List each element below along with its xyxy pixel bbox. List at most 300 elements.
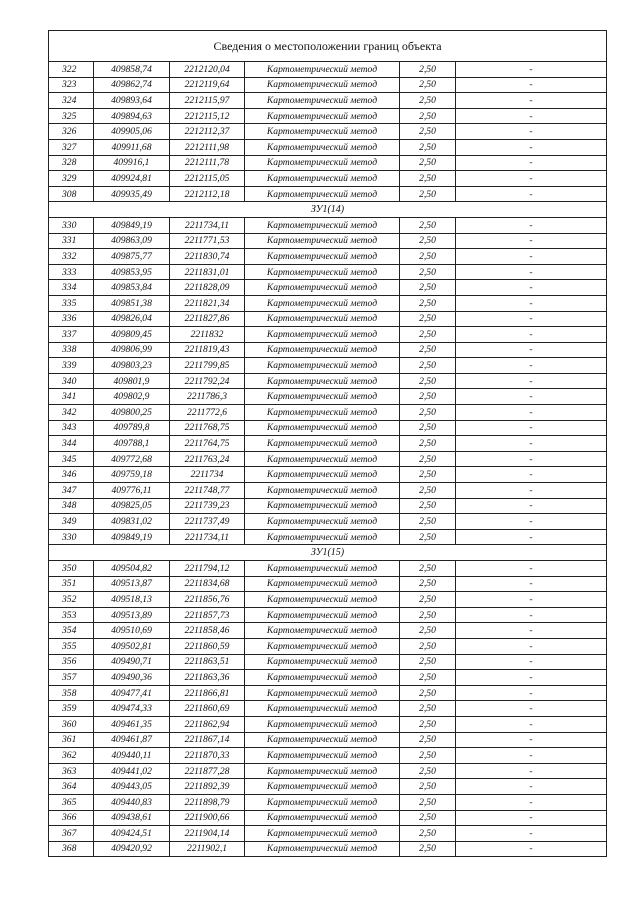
point-number-cell: 352 (49, 592, 94, 608)
table-row (49, 701, 607, 717)
y-coordinate-cell: 2211856,76 (170, 592, 245, 608)
point-number-cell: 341 (49, 389, 94, 405)
y-coordinate-cell: 2212115,12 (170, 108, 245, 124)
accuracy-cell: 2,50 (400, 451, 456, 467)
description-cell: - (456, 623, 607, 639)
y-coordinate-cell: 2211794,12 (170, 561, 245, 577)
method-cell: Картометрический метод (245, 498, 400, 514)
x-coordinate-cell: 409851,38 (94, 295, 170, 311)
x-coordinate-cell: 409849,19 (94, 529, 170, 545)
x-coordinate-cell: 409424,51 (94, 826, 170, 842)
accuracy-cell: 2,50 (400, 654, 456, 670)
y-coordinate-cell: 2211867,14 (170, 732, 245, 748)
point-number-cell: 342 (49, 405, 94, 421)
y-coordinate-cell: 2211737,49 (170, 514, 245, 530)
method-cell: Картометрический метод (245, 794, 400, 810)
x-coordinate-cell: 409802,9 (94, 389, 170, 405)
description-cell: - (456, 467, 607, 483)
accuracy-cell: 2,50 (400, 748, 456, 764)
point-number-cell: 354 (49, 623, 94, 639)
accuracy-cell: 2,50 (400, 389, 456, 405)
method-cell: Картометрический метод (245, 451, 400, 467)
point-number-cell: 344 (49, 436, 94, 452)
description-cell: - (456, 810, 607, 826)
method-cell: Картометрический метод (245, 810, 400, 826)
description-cell: - (456, 794, 607, 810)
description-cell: - (456, 779, 607, 795)
description-cell: - (456, 295, 607, 311)
point-number-cell: 365 (49, 794, 94, 810)
method-cell: Картометрический метод (245, 77, 400, 93)
method-cell: Картометрический метод (245, 841, 400, 857)
y-coordinate-cell: 2211870,33 (170, 748, 245, 764)
method-cell: Картометрический метод (245, 62, 400, 78)
accuracy-cell: 2,50 (400, 373, 456, 389)
y-coordinate-cell: 2212115,05 (170, 171, 245, 187)
table-row (49, 77, 607, 93)
method-cell: Картометрический метод (245, 623, 400, 639)
x-coordinate-cell: 409420,92 (94, 841, 170, 857)
point-number-cell: 363 (49, 763, 94, 779)
accuracy-cell: 2,50 (400, 467, 456, 483)
accuracy-cell: 2,50 (400, 561, 456, 577)
accuracy-cell: 2,50 (400, 685, 456, 701)
accuracy-cell: 2,50 (400, 592, 456, 608)
y-coordinate-cell: 2211748,77 (170, 483, 245, 499)
accuracy-cell: 2,50 (400, 93, 456, 109)
point-number-cell: 328 (49, 155, 94, 171)
description-cell: - (456, 93, 607, 109)
method-cell: Картометрический метод (245, 295, 400, 311)
y-coordinate-cell: 2211819,43 (170, 342, 245, 358)
y-coordinate-cell: 2211860,69 (170, 701, 245, 717)
description-cell: - (456, 498, 607, 514)
method-cell: Картометрический метод (245, 124, 400, 140)
point-number-cell: 355 (49, 638, 94, 654)
x-coordinate-cell: 409504,82 (94, 561, 170, 577)
method-cell: Картометрический метод (245, 529, 400, 545)
method-cell: Картометрический метод (245, 654, 400, 670)
description-cell: - (456, 841, 607, 857)
description-cell: - (456, 514, 607, 530)
table-row (49, 295, 607, 311)
table-row (49, 763, 607, 779)
table-row (49, 467, 607, 483)
method-cell: Картометрический метод (245, 576, 400, 592)
y-coordinate-cell: 2211863,51 (170, 654, 245, 670)
y-coordinate-cell: 2211830,74 (170, 249, 245, 265)
accuracy-cell: 2,50 (400, 514, 456, 530)
description-cell: - (456, 748, 607, 764)
method-cell: Картометрический метод (245, 685, 400, 701)
accuracy-cell: 2,50 (400, 483, 456, 499)
method-cell: Картометрический метод (245, 670, 400, 686)
table-row (49, 451, 607, 467)
method-cell: Картометрический метод (245, 108, 400, 124)
method-cell: Картометрический метод (245, 217, 400, 233)
accuracy-cell: 2,50 (400, 358, 456, 374)
description-cell: - (456, 685, 607, 701)
x-coordinate-cell: 409776,11 (94, 483, 170, 499)
accuracy-cell: 2,50 (400, 311, 456, 327)
point-number-cell: 340 (49, 373, 94, 389)
point-number-cell: 359 (49, 701, 94, 717)
method-cell: Картометрический метод (245, 748, 400, 764)
table-row (49, 716, 607, 732)
y-coordinate-cell: 2211831,01 (170, 264, 245, 280)
accuracy-cell: 2,50 (400, 155, 456, 171)
point-number-cell: 335 (49, 295, 94, 311)
description-cell: - (456, 249, 607, 265)
point-number-cell: 347 (49, 483, 94, 499)
x-coordinate-cell: 409875,77 (94, 249, 170, 265)
point-number-cell: 331 (49, 233, 94, 249)
point-number-cell: 326 (49, 124, 94, 140)
method-cell: Картометрический метод (245, 264, 400, 280)
method-cell: Картометрический метод (245, 779, 400, 795)
section-header-row (49, 545, 607, 561)
table-row (49, 794, 607, 810)
point-number-cell: 337 (49, 327, 94, 343)
point-number-cell: 323 (49, 77, 94, 93)
method-cell: Картометрический метод (245, 342, 400, 358)
x-coordinate-cell: 409461,87 (94, 732, 170, 748)
table-title: Сведения о местоположении границ объекта (49, 31, 607, 62)
method-cell: Картометрический метод (245, 483, 400, 499)
y-coordinate-cell: 2211772,6 (170, 405, 245, 421)
method-cell: Картометрический метод (245, 327, 400, 343)
table-row (49, 826, 607, 842)
y-coordinate-cell: 2211834,68 (170, 576, 245, 592)
x-coordinate-cell: 409826,04 (94, 311, 170, 327)
x-coordinate-cell: 409513,87 (94, 576, 170, 592)
y-coordinate-cell: 2211786,3 (170, 389, 245, 405)
accuracy-cell: 2,50 (400, 327, 456, 343)
y-coordinate-cell: 2211764,75 (170, 436, 245, 452)
point-number-cell: 330 (49, 529, 94, 545)
table-row (49, 779, 607, 795)
description-cell: - (456, 561, 607, 577)
point-number-cell: 364 (49, 779, 94, 795)
y-coordinate-cell: 2211904,14 (170, 826, 245, 842)
accuracy-cell: 2,50 (400, 139, 456, 155)
description-cell: - (456, 701, 607, 717)
description-cell: - (456, 763, 607, 779)
y-coordinate-cell: 2211892,39 (170, 779, 245, 795)
table-row (49, 436, 607, 452)
accuracy-cell: 2,50 (400, 810, 456, 826)
table-row (49, 186, 607, 202)
section-header-row (49, 202, 607, 218)
x-coordinate-cell: 409477,41 (94, 685, 170, 701)
table-row (49, 389, 607, 405)
table-row (49, 483, 607, 499)
description-cell: - (456, 280, 607, 296)
table-row (49, 810, 607, 826)
x-coordinate-cell: 409853,84 (94, 280, 170, 296)
point-number-cell: 350 (49, 561, 94, 577)
description-cell: - (456, 62, 607, 78)
x-coordinate-cell: 409916,1 (94, 155, 170, 171)
y-coordinate-cell: 2211828,09 (170, 280, 245, 296)
point-number-cell: 356 (49, 654, 94, 670)
y-coordinate-cell: 2212111,98 (170, 139, 245, 155)
x-coordinate-cell: 409474,33 (94, 701, 170, 717)
accuracy-cell: 2,50 (400, 638, 456, 654)
table-row (49, 732, 607, 748)
accuracy-cell: 2,50 (400, 623, 456, 639)
method-cell: Картометрический метод (245, 405, 400, 421)
point-number-cell: 329 (49, 171, 94, 187)
point-number-cell: 332 (49, 249, 94, 265)
x-coordinate-cell: 409894,63 (94, 108, 170, 124)
description-cell: - (456, 405, 607, 421)
table-row (49, 327, 607, 343)
table-row (49, 529, 607, 545)
method-cell: Картометрический метод (245, 638, 400, 654)
x-coordinate-cell: 409490,36 (94, 670, 170, 686)
accuracy-cell: 2,50 (400, 498, 456, 514)
y-coordinate-cell: 2211900,66 (170, 810, 245, 826)
y-coordinate-cell: 2211768,75 (170, 420, 245, 436)
y-coordinate-cell: 2211863,36 (170, 670, 245, 686)
description-cell: - (456, 436, 607, 452)
y-coordinate-cell: 2211866,81 (170, 685, 245, 701)
point-number-cell: 343 (49, 420, 94, 436)
point-number-cell: 308 (49, 186, 94, 202)
y-coordinate-cell: 2212120,04 (170, 62, 245, 78)
point-number-cell: 339 (49, 358, 94, 374)
y-coordinate-cell: 2211858,46 (170, 623, 245, 639)
description-cell: - (456, 171, 607, 187)
section-label: ЗУ1(14) (49, 202, 607, 218)
description-cell: - (456, 217, 607, 233)
table-row (49, 233, 607, 249)
point-number-cell: 336 (49, 311, 94, 327)
table-row (49, 249, 607, 265)
table-row (49, 264, 607, 280)
method-cell: Картометрический метод (245, 607, 400, 623)
y-coordinate-cell: 2211734 (170, 467, 245, 483)
x-coordinate-cell: 409803,23 (94, 358, 170, 374)
x-coordinate-cell: 409825,05 (94, 498, 170, 514)
x-coordinate-cell: 409800,25 (94, 405, 170, 421)
x-coordinate-cell: 409862,74 (94, 77, 170, 93)
point-number-cell: 349 (49, 514, 94, 530)
x-coordinate-cell: 409831,02 (94, 514, 170, 530)
accuracy-cell: 2,50 (400, 670, 456, 686)
point-number-cell: 353 (49, 607, 94, 623)
x-coordinate-cell: 409461,35 (94, 716, 170, 732)
x-coordinate-cell: 409441,02 (94, 763, 170, 779)
table-row (49, 654, 607, 670)
description-cell: - (456, 233, 607, 249)
y-coordinate-cell: 2211898,79 (170, 794, 245, 810)
point-number-cell: 361 (49, 732, 94, 748)
accuracy-cell: 2,50 (400, 186, 456, 202)
table-row (49, 93, 607, 109)
method-cell: Картометрический метод (245, 716, 400, 732)
description-cell: - (456, 108, 607, 124)
x-coordinate-cell: 409853,95 (94, 264, 170, 280)
accuracy-cell: 2,50 (400, 826, 456, 842)
table-row (49, 514, 607, 530)
accuracy-cell: 2,50 (400, 701, 456, 717)
x-coordinate-cell: 409510,69 (94, 623, 170, 639)
boundary-coordinates-table (48, 30, 607, 857)
y-coordinate-cell: 2211902,1 (170, 841, 245, 857)
x-coordinate-cell: 409759,18 (94, 467, 170, 483)
table-row (49, 124, 607, 140)
table-row (49, 108, 607, 124)
table-row (49, 561, 607, 577)
x-coordinate-cell: 409893,64 (94, 93, 170, 109)
table-row (49, 171, 607, 187)
accuracy-cell: 2,50 (400, 233, 456, 249)
accuracy-cell: 2,50 (400, 576, 456, 592)
x-coordinate-cell: 409863,09 (94, 233, 170, 249)
x-coordinate-cell: 409490,71 (94, 654, 170, 670)
y-coordinate-cell: 2211734,11 (170, 217, 245, 233)
method-cell: Картометрический метод (245, 763, 400, 779)
point-number-cell: 345 (49, 451, 94, 467)
x-coordinate-cell: 409911,68 (94, 139, 170, 155)
description-cell: - (456, 311, 607, 327)
point-number-cell: 367 (49, 826, 94, 842)
point-number-cell: 348 (49, 498, 94, 514)
method-cell: Картометрический метод (245, 155, 400, 171)
x-coordinate-cell: 409518,13 (94, 592, 170, 608)
y-coordinate-cell: 2211734,11 (170, 529, 245, 545)
x-coordinate-cell: 409788,1 (94, 436, 170, 452)
accuracy-cell: 2,50 (400, 732, 456, 748)
table-row (49, 342, 607, 358)
x-coordinate-cell: 409438,61 (94, 810, 170, 826)
point-number-cell: 322 (49, 62, 94, 78)
method-cell: Картометрический метод (245, 701, 400, 717)
table-row (49, 280, 607, 296)
x-coordinate-cell: 409440,83 (94, 794, 170, 810)
table-row (49, 155, 607, 171)
accuracy-cell: 2,50 (400, 420, 456, 436)
accuracy-cell: 2,50 (400, 264, 456, 280)
method-cell: Картометрический метод (245, 420, 400, 436)
description-cell: - (456, 451, 607, 467)
y-coordinate-cell: 2211832 (170, 327, 245, 343)
table-row (49, 748, 607, 764)
accuracy-cell: 2,50 (400, 171, 456, 187)
description-cell: - (456, 576, 607, 592)
table-row (49, 607, 607, 623)
y-coordinate-cell: 2211763,24 (170, 451, 245, 467)
method-cell: Картометрический метод (245, 436, 400, 452)
description-cell: - (456, 826, 607, 842)
method-cell: Картометрический метод (245, 467, 400, 483)
y-coordinate-cell: 2212112,37 (170, 124, 245, 140)
description-cell: - (456, 264, 607, 280)
method-cell: Картометрический метод (245, 561, 400, 577)
description-cell: - (456, 327, 607, 343)
y-coordinate-cell: 2211862,94 (170, 716, 245, 732)
table-row (49, 623, 607, 639)
description-cell: - (456, 732, 607, 748)
method-cell: Картометрический метод (245, 280, 400, 296)
point-number-cell: 362 (49, 748, 94, 764)
point-number-cell: 368 (49, 841, 94, 857)
point-number-cell: 338 (49, 342, 94, 358)
description-cell: - (456, 139, 607, 155)
table-row (49, 62, 607, 78)
point-number-cell: 333 (49, 264, 94, 280)
accuracy-cell: 2,50 (400, 841, 456, 857)
x-coordinate-cell: 409809,45 (94, 327, 170, 343)
accuracy-cell: 2,50 (400, 342, 456, 358)
accuracy-cell: 2,50 (400, 124, 456, 140)
table-row (49, 311, 607, 327)
x-coordinate-cell: 409789,8 (94, 420, 170, 436)
description-cell: - (456, 716, 607, 732)
table-row (49, 685, 607, 701)
x-coordinate-cell: 409513,89 (94, 607, 170, 623)
point-number-cell: 334 (49, 280, 94, 296)
point-number-cell: 366 (49, 810, 94, 826)
section-label: ЗУ1(15) (49, 545, 607, 561)
x-coordinate-cell: 409935,49 (94, 186, 170, 202)
point-number-cell: 360 (49, 716, 94, 732)
description-cell: - (456, 654, 607, 670)
accuracy-cell: 2,50 (400, 405, 456, 421)
description-cell: - (456, 638, 607, 654)
x-coordinate-cell: 409772,68 (94, 451, 170, 467)
description-cell: - (456, 342, 607, 358)
point-number-cell: 358 (49, 685, 94, 701)
document-sheet (48, 30, 606, 857)
description-cell: - (456, 124, 607, 140)
table-row (49, 217, 607, 233)
method-cell: Картометрический метод (245, 373, 400, 389)
y-coordinate-cell: 2211827,86 (170, 311, 245, 327)
accuracy-cell: 2,50 (400, 108, 456, 124)
table-row (49, 373, 607, 389)
y-coordinate-cell: 2211857,73 (170, 607, 245, 623)
description-cell: - (456, 389, 607, 405)
accuracy-cell: 2,50 (400, 794, 456, 810)
point-number-cell: 330 (49, 217, 94, 233)
table-row (49, 576, 607, 592)
table-row (49, 592, 607, 608)
point-number-cell: 324 (49, 93, 94, 109)
y-coordinate-cell: 2211821,34 (170, 295, 245, 311)
accuracy-cell: 2,50 (400, 249, 456, 265)
x-coordinate-cell: 409806,99 (94, 342, 170, 358)
y-coordinate-cell: 2212111,78 (170, 155, 245, 171)
table-row (49, 498, 607, 514)
accuracy-cell: 2,50 (400, 716, 456, 732)
y-coordinate-cell: 2211799,85 (170, 358, 245, 374)
table-row (49, 420, 607, 436)
description-cell: - (456, 592, 607, 608)
accuracy-cell: 2,50 (400, 529, 456, 545)
description-cell: - (456, 358, 607, 374)
x-coordinate-cell: 409924,81 (94, 171, 170, 187)
method-cell: Картометрический метод (245, 826, 400, 842)
method-cell: Картометрический метод (245, 249, 400, 265)
table-row (49, 139, 607, 155)
point-number-cell: 346 (49, 467, 94, 483)
accuracy-cell: 2,50 (400, 62, 456, 78)
table-row (49, 638, 607, 654)
y-coordinate-cell: 2211860,59 (170, 638, 245, 654)
